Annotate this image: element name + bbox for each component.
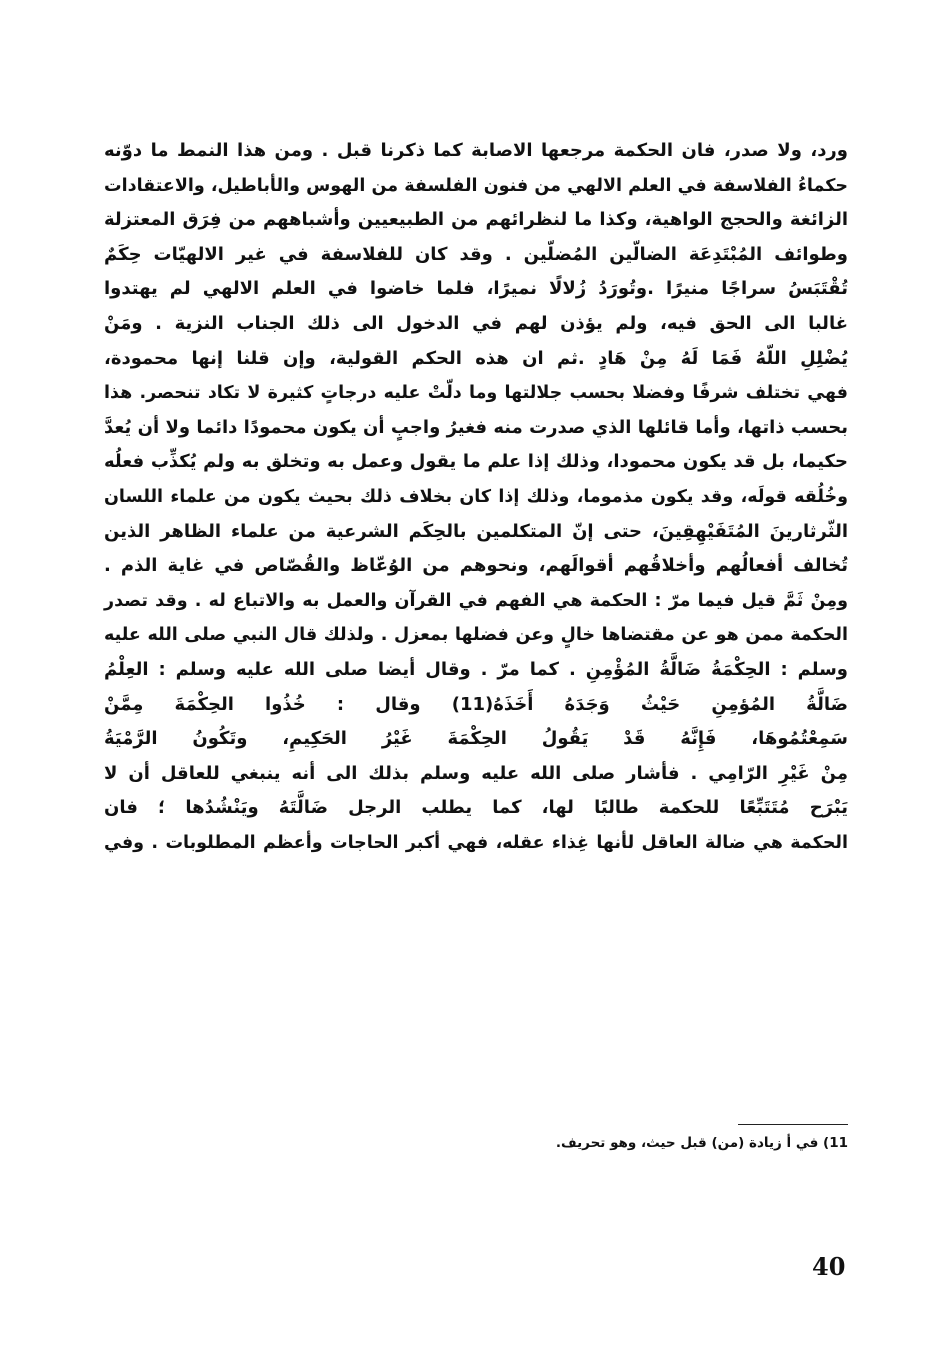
text-line: بحسب ذاتها، وأما قائلها الذي صدرت منه فغيرُ واجبٍ أن يكون محمودًا دائما ولا أن يُعدَّ: [104, 416, 848, 438]
text-line: سَمِعْتُمُوهَا، فَإِنَّهُ قَدْ يَقُولُ الحِكْمَةَ غَيْرُ الحَكِيمِ، وتَكُونُ الرَّمْيَةُ: [104, 728, 848, 750]
text-line: ورد، ولا صدر، فان الحكمة مرجعها الاصابة كما ذكرنا قبل . ومن هذا النمط ما دوّنه: [104, 140, 848, 161]
text-line: يَبْرَح مُتَتَبِّعًا للحكمة طالبًا لها، كما يطلب الرجل ضَالَّتَهُ ويَنْشُدُها ؛ فان: [104, 797, 848, 819]
text-line: ضَالَّةُ المُؤمِنِ حَيْثُ وَجَدَهُ أَخَذَهُ(11) وقال : خُذُوا الحِكْمَةَ مِمَّنْ: [104, 693, 848, 715]
text-line: تُخالف أفعالُهم وأخلاقُهم أقوالَهم، ونحوهم من الوُعّاظ والقُصّاص في غاية الذم .: [104, 555, 848, 577]
text-line: حكماءُ الفلاسفة في العلم الالهي من فنون الفلسفة من الهوس والأباطيل، والاعتقادات: [104, 175, 848, 196]
text-line: الحكمة ممن هو عن مقتضاها خالٍ وعن فضلها بمعزل . ولذلك قال النبي صلى الله عليه: [104, 625, 848, 646]
text-line: ومِنْ ثَمَّ قيل فيما مرّ : الحكمة هي الفهم في القرآن والعمل به والاتباع له . وقد تصدر: [104, 590, 848, 611]
text-line: مِنْ غَيْرِ الرّامِي . فأشار صلى الله عليه وسلم بذلك الى أنه ينبغي للعاقل أن لا: [104, 762, 848, 784]
text-line: تُقْتَبَسُ سراجًا منيرًا .وتُورَدُ زُلالًا نميرًا، فلما خاضوا في العلم الالهي لم يهتدوا: [104, 278, 848, 300]
footnote-separator: [738, 1124, 848, 1125]
text-line: حكيما، بل قد يكون محمودا، وذلك إذا علم ما يقول وعمل به وتخلق به ولم يُكذِّب فعلُه: [104, 451, 848, 473]
text-line: الثّرثارينَ المُتَفَيْهِقِينَ، حتى إنّ المتكلمين بالحِكَم الشرعية من علماء الظاهر الذين: [104, 520, 848, 542]
text-line: يُضْلِلِ اللّهُ فَمَا لَهُ مِنْ هَادٍ .ثم ان هذه الحكم القولية، وإن قلنا إنها محمودة،: [104, 347, 848, 369]
page-number: 40: [812, 1252, 846, 1281]
text-line: فهي تختلف شرفًا وفضلا بحسب جلالتها وما دلّتْ عليه درجاتٍ كثيرة لا تكاد تنحصر. هذا: [104, 383, 848, 404]
text-line: غالبا الى الحق فيه، ولم يؤذن لهم في الدخول الى ذلك الجناب النزية . ومَنْ: [104, 312, 848, 334]
text-line: وخُلُقه قولَه، وقد يكون مذموما، وذلك إذا كان بخلاف ذلك بحيث يكون من علماء اللسان: [104, 486, 848, 507]
text-line: الزائغة والحجج الواهية، وكذا ما لنظرائهم من الطبيعيين وأشباههم من فِرَق المعتزلة: [104, 209, 848, 231]
body-paragraph: [104, 134, 848, 860]
footnote: 11) في أ زيادة (من) قبل حيث، وهو تحريف.: [555, 1135, 848, 1151]
text-line: الحكمة هي ضالة العاقل لأنها غِذاء عقله، فهي أكبر الحاجات وأعظم المطلوبات . وفي: [104, 832, 848, 853]
text-line: وسلم : الحِكْمَةُ ضَالَّةُ المُؤْمِنِ . كما مرّ . وقال أيضا صلى الله عليه وسلم : العِلْمُ: [104, 658, 848, 680]
text-line: وطوائف المُبْتَدِعَة الضالّين المُضلّين . وقد كان للفلاسفة في غير الالهيّات حِكَمٌ: [104, 243, 848, 265]
